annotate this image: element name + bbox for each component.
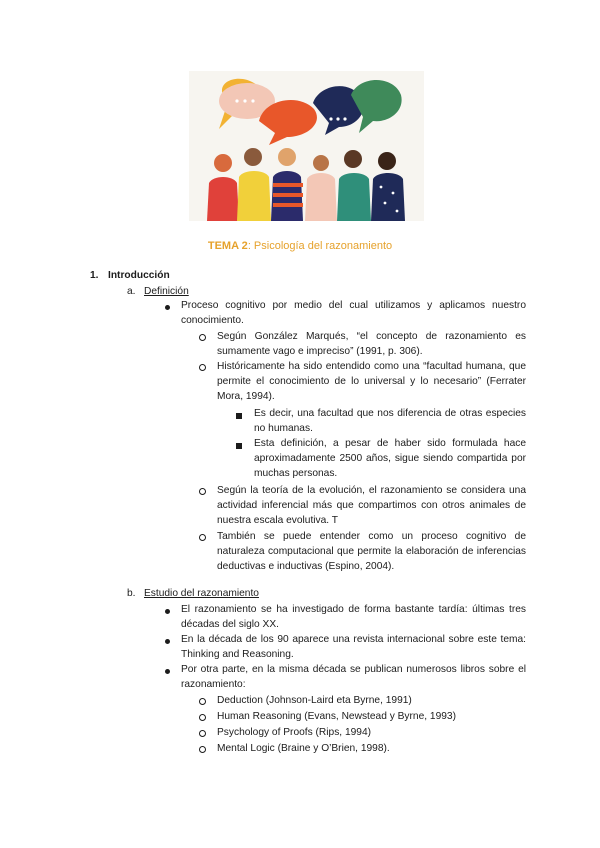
section-1-heading: Introducción [108, 270, 170, 281]
circle-item-1: Según González Marqués, “el concepto de razonamiento es sumamente vago e impreciso” (1991, p. 306). [217, 331, 526, 357]
bullet-dot-icon [165, 305, 170, 310]
people-speech-bubbles-illustration [189, 71, 424, 221]
circle-marker [199, 743, 206, 758]
book-item-1: Deduction (Johnson-Laird eta Byrne, 1991) [217, 695, 412, 706]
title-bold: TEMA 2 [207, 240, 248, 252]
definition-bullet: Proceso cognitivo por medio del cual utilizamos y aplicamos nuestro conocimiento. [181, 300, 526, 326]
sub-a-heading: Definición [144, 286, 189, 297]
book-item-4: Mental Logic (Braine y O’Brien, 1998). [217, 743, 390, 754]
bullet-dot-icon [165, 669, 170, 674]
square-bullet-icon [236, 443, 242, 449]
book-item-3: Psychology of Proofs (Rips, 1994) [217, 727, 372, 738]
square-item-2: Esta definición, a pesar de haber sido formulada hace aproximadamente 2500 años, sigue siendo compartida por muchas personas. [254, 438, 526, 479]
study-bullet-2: En la década de los 90 aparece una revista internacional sobre este tema: Thinking and Reasoning. [181, 634, 526, 660]
circle-bullet-icon [199, 746, 206, 753]
sub-b-heading: Estudio del razonamiento [144, 588, 259, 599]
book-item-2: Human Reasoning (Evans, Newstead y Byrne, 1993) [217, 711, 456, 722]
circle-marker [199, 531, 206, 546]
circle-bullet-icon [199, 698, 206, 705]
square-item-1: Es decir, una facultad que nos diferencia de otras especies no humanas. [254, 408, 526, 434]
circle-item-4: También se puede entender como un proceso cognitivo de naturaleza computacional que permite la elaboración de inferencias deductivas e inductivas (Espino, 2004). [217, 531, 526, 572]
circle-item-3: Según la teoría de la evolución, el razonamiento se considera una actividad inferencial más que compartimos con otros animales de nuestra escala evolutiva. T [217, 485, 526, 526]
circle-marker [199, 727, 206, 742]
circle-bullet-icon [199, 714, 206, 721]
title-rest: : Psicología del razonamiento [247, 240, 393, 252]
sub-a-letter: a. [127, 286, 136, 297]
circle-bullet-icon [199, 364, 206, 371]
study-bullet-3: Por otra parte, en la misma década se publican numerosos libros sobre el razonamiento: [181, 664, 526, 690]
circle-bullet-icon [199, 488, 206, 495]
square-bullet-icon [236, 413, 242, 419]
bullet-marker [165, 664, 170, 679]
bullet-marker [165, 604, 170, 619]
study-bullet-1: El razonamiento se ha investigado de forma bastante tardía: últimas tres décadas del siglo XX. [181, 604, 526, 630]
circle-marker [199, 361, 206, 376]
document-title [0, 240, 600, 252]
circle-marker [199, 331, 206, 346]
square-marker [236, 409, 242, 424]
bullet-marker [165, 634, 170, 649]
square-marker [236, 439, 242, 454]
circle-marker [199, 711, 206, 726]
bullet-dot-icon [165, 609, 170, 614]
sub-b-letter: b. [127, 588, 136, 599]
circle-bullet-icon [199, 534, 206, 541]
bullet-marker [165, 300, 170, 315]
circle-item-2: Históricamente ha sido entendido como una “facultad humana, que permite el conocimiento de lo universal y lo necesario” (Ferrater Mora, 1994). [217, 361, 526, 402]
circle-marker [199, 695, 206, 710]
bullet-dot-icon [165, 639, 170, 644]
circle-marker [199, 485, 206, 500]
circle-bullet-icon [199, 730, 206, 737]
section-1-number: 1. [90, 270, 99, 281]
circle-bullet-icon [199, 334, 206, 341]
